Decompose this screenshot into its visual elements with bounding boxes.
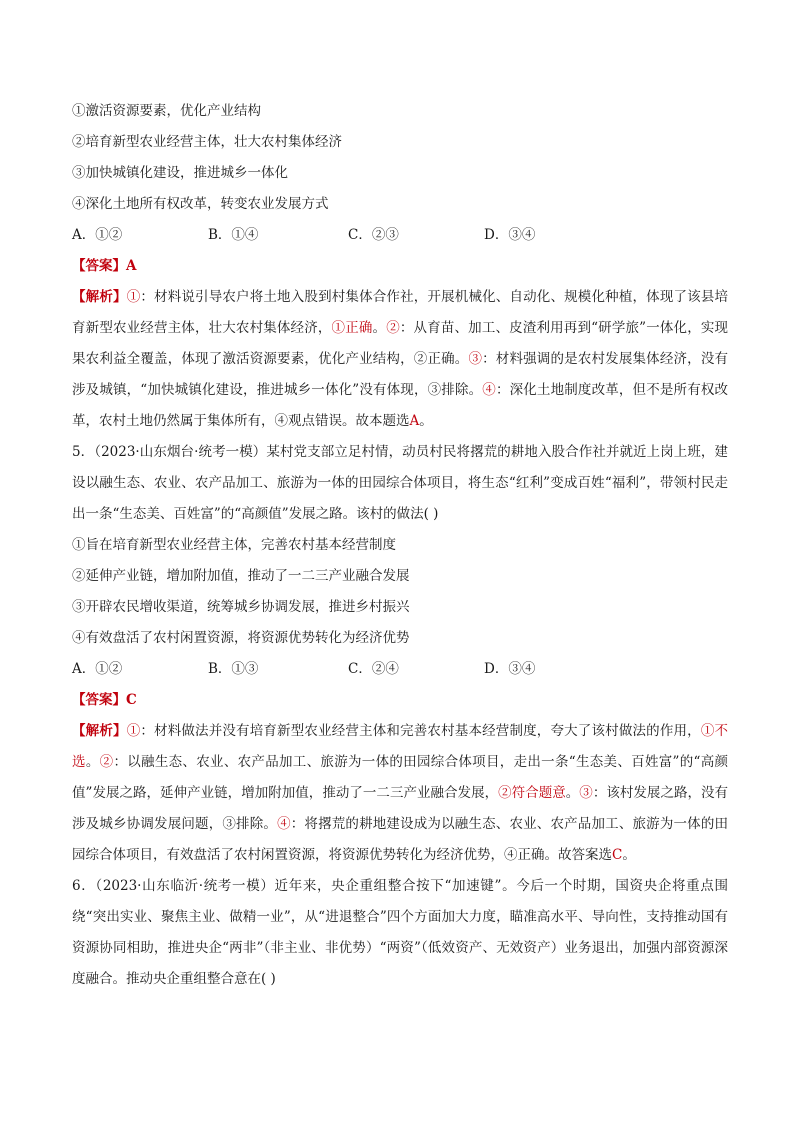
q4-option-1: ①激活资源要素，优化产业结构	[72, 103, 261, 119]
q4-choice-d: D．③④	[484, 227, 536, 243]
analysis-segment: ：将撂荒的耕地建设成为以融生态、农业、农产品加工、旅游为一体的田园综合体项目，有效盘活了农村闲置资源，将资源优势转化为经济优势，④正确。故答案选	[72, 816, 729, 863]
analysis-segment: ：从育苗、加工、皮渣利用再到“研学旅”一体化，实现果农利益全覆盖，体现了激活资源要素，优化产业结构，	[72, 320, 729, 367]
q4-option-2: ②培育新型农业经营主体，壮大农村集体经济	[72, 134, 342, 150]
analysis-segment: ②	[99, 754, 114, 770]
q5-analysis	[72, 716, 728, 871]
analysis-segment: 。	[85, 754, 100, 770]
q4-answer-tag: 【答案】	[72, 258, 126, 274]
analysis-segment: 。	[565, 785, 580, 801]
q5-choice-c: C．②④	[348, 661, 399, 677]
analysis-segment: A	[409, 413, 420, 429]
q5-choice-d: D．③④	[484, 661, 536, 677]
q6-stem: 6．（2023·山东临沂·统考一模）近年来，央企重组整合按下“加速键”。今后一个时期，国资央企将重点围绕“突出实业、聚焦主业、做精一业”，从“进退整合”四个方面加大力度，瞄准高水平、导向性，支持推动国有资源协同相助，推进央企“两非”（非主业、非优势）“两资”（低效资产、无效资产）业务退出，加强内部资源深度融合。推动央企重组整合意在( )	[72, 878, 728, 987]
q4-analysis-body	[72, 289, 728, 429]
q5-answer-tag: 【答案】	[72, 692, 126, 708]
q5-option-4: ④有效盘活了农村闲置资源，将资源优势转化为经济优势	[72, 630, 410, 646]
q4-choice-c: C．②③	[348, 227, 399, 243]
q5-choices	[72, 654, 728, 685]
analysis-segment: ①	[126, 289, 141, 305]
q4-answer-value: A	[126, 258, 137, 274]
analysis-segment: 。	[419, 413, 433, 429]
q4-analysis-tag: 【解析】	[72, 289, 127, 305]
analysis-segment: C	[612, 847, 623, 863]
analysis-segment: ②符合题意	[498, 785, 566, 801]
q5-answer-value: C	[126, 692, 137, 708]
q4-choice-a: A．①②	[72, 227, 123, 243]
q4-option-3: ③加快城镇化建设，推进城乡一体化	[72, 165, 288, 181]
analysis-segment: ③	[579, 785, 593, 801]
q5-option-1: ①旨在培育新型农业经营主体，完善农村基本经营制度	[72, 537, 396, 553]
analysis-segment: ①不选	[72, 723, 729, 770]
q5-analysis-body	[72, 723, 728, 863]
q5-answer	[72, 685, 728, 716]
analysis-segment: ①正确	[331, 320, 373, 336]
q4-options	[72, 96, 728, 220]
analysis-segment: ：材料做法并没有培育新型农业经营主体和完善农村基本经营制度，夸大了该村做法的作用，	[140, 723, 701, 739]
analysis-segment: ：材料说引导农户将土地入股到村集体合作社，开展机械化、自动化、规模化种植，体现了该县培育新型农业经营主体，壮大农村集体经济，	[72, 289, 729, 336]
q5-choice-b: B．①③	[208, 661, 259, 677]
analysis-segment: ②	[386, 320, 400, 336]
q5-option-3: ③开辟农民增收渠道，统筹城乡协调发展，推进乡村振兴	[72, 599, 410, 615]
analysis-segment: ：深化土地制度改革，但不是所有权改革，农村土地仍然属于集体所有，④观点错误。故本题选	[72, 382, 729, 429]
analysis-segment: ：以融生态、农业、农产品加工、旅游为一体的田园综合体项目，走出一条“生态美、百姓富”的“高颜值”发展之路，延伸产业链，增加附加值，推动了一二三产业融合发展，	[72, 754, 729, 801]
analysis-segment: ①	[126, 723, 141, 739]
analysis-segment: ：该村发展之路，没有涉及城乡协调发展问题，③排除。	[72, 785, 729, 832]
analysis-segment: ③	[468, 351, 483, 367]
q4-option-4: ④深化土地所有权改革，转变农业发展方式	[72, 196, 329, 212]
q4-analysis	[72, 282, 728, 437]
analysis-segment: ：材料强调的是农村发展集体经济，没有涉及城镇，“加快城镇化建设，推进城乡一体化”没有体现，③排除。	[72, 351, 729, 398]
q4-answer	[72, 251, 728, 282]
q5-options	[72, 530, 728, 654]
q5-choice-a: A．①②	[72, 661, 123, 677]
q5-stem: 5．（2023·山东烟台·统考一模）某村党支部立足村情，动员村民将撂荒的耕地入股合作社并就近上岗上班，建设以融生态、农业、农产品加工、旅游为一体的田园综合体项目，将生态“红利”变成百姓“福利”，带领村民走出一条“生态美、百姓富”的“高颜值”发展之路。该村的做法( )	[72, 444, 728, 522]
q4-choices	[72, 220, 728, 251]
analysis-segment: ②	[413, 351, 428, 367]
q5-option-2: ②延伸产业链，增加附加值，推动了一二三产业融合发展	[72, 568, 410, 584]
analysis-segment: ④	[482, 382, 496, 398]
analysis-segment: 。	[622, 847, 636, 863]
analysis-segment: ④	[277, 816, 291, 832]
q5-analysis-tag: 【解析】	[72, 723, 127, 739]
document-page	[72, 96, 728, 995]
analysis-segment: 。	[372, 320, 387, 336]
analysis-segment: 正确。	[427, 351, 469, 367]
q4-choice-b: B．①④	[208, 227, 259, 243]
